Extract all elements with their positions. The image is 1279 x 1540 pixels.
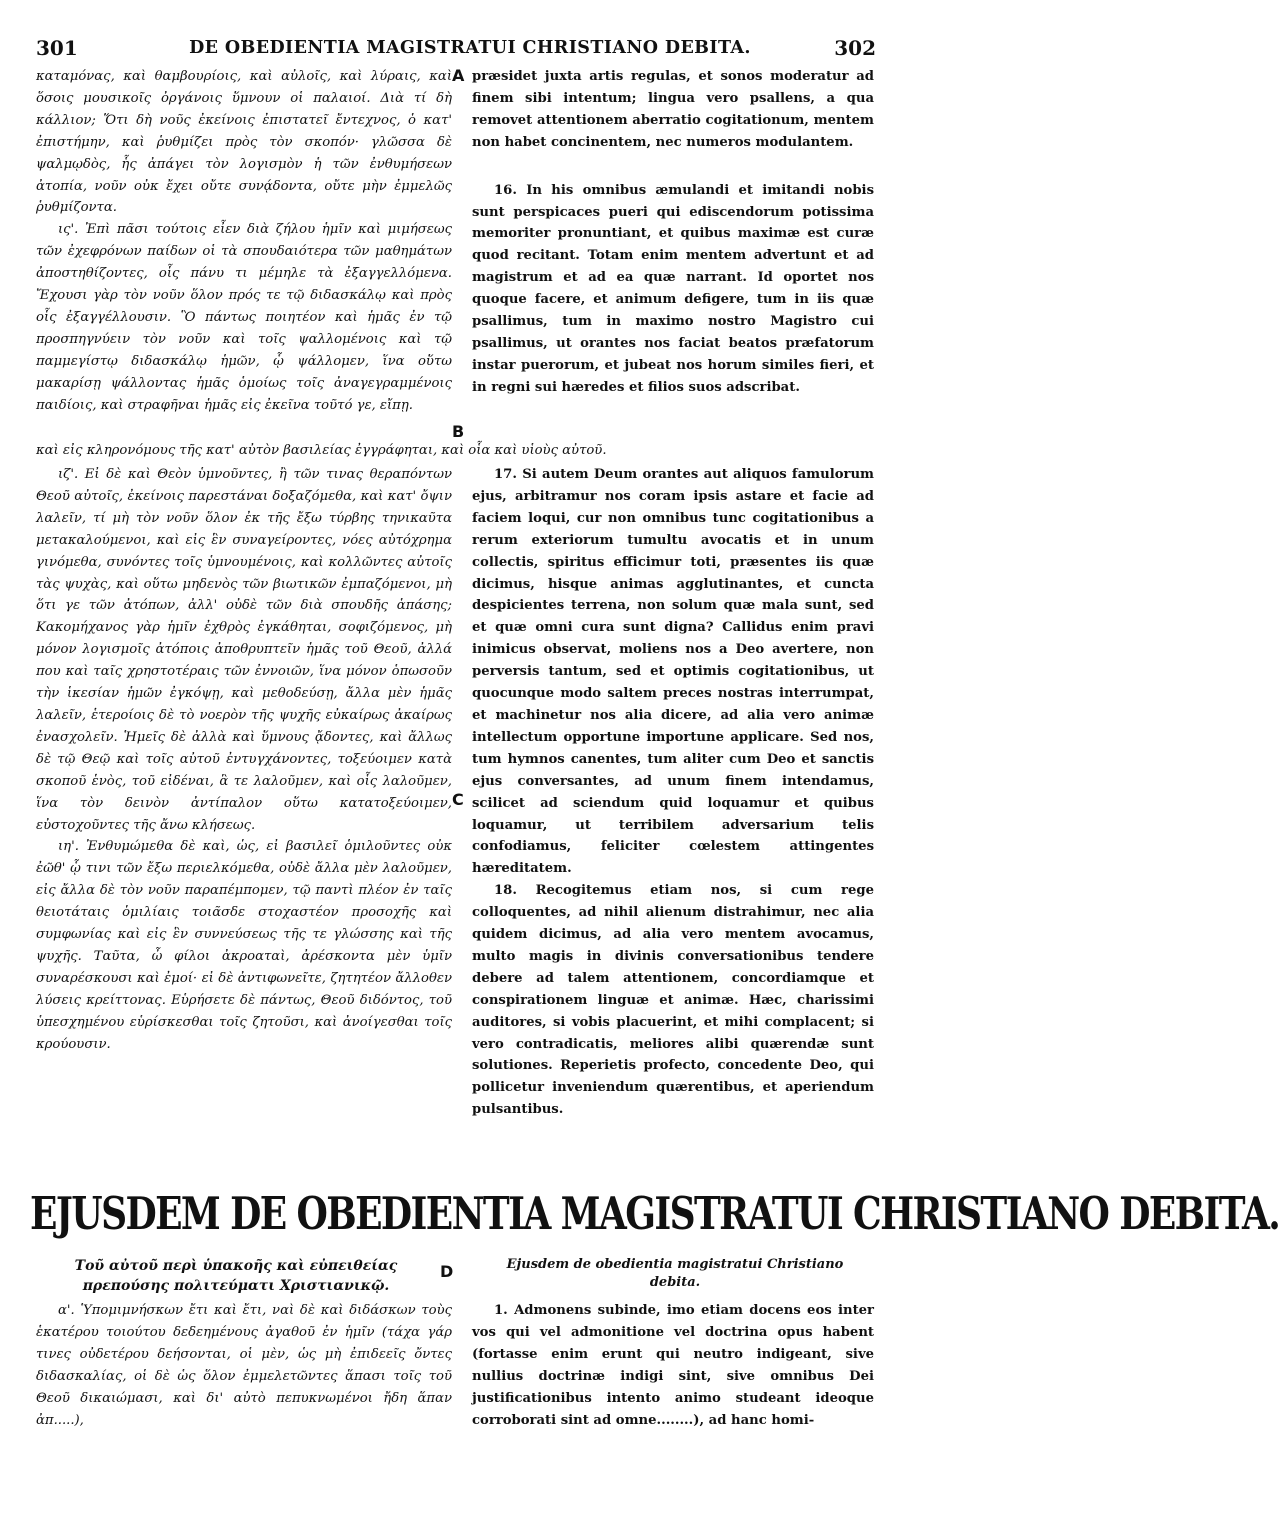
greek-paragraph: ις'. Ἐπὶ πᾶσι τούτοις εἶεν διὰ ζήλου ἡμῖν καὶ μιμήσεως τῶν ἐχεφρόνων παίδων οἱ τὰ σπουδαιότερα τῶν μαθημάτων ἀποστηθίζοντες, οἷς πάνυ τι μέμηλε τὰ ἐξαγγελλόμενα. Ἔχουσι γὰρ τὸν νοῦν ὅλον πρός τε τῷ διδασκάλῳ καὶ πρὸς οἷς ἐξαγγέλλουσιν. Ὃ πάντως ποιητέον καὶ ἡμᾶς ἐν τῷ προσπηγνύειν τὸν νοῦν καὶ τοῖς ψαλλομένοις καὶ τῷ παμμεγίστῳ διδασκάλῳ ἡμῶν, ᾧ ψάλλομεν, ἵνα οὕτω μακαρίσῃ ψάλλοντας ἡμᾶς ὁμοίως τοῖς ἀναγεγραμμένοις παιδίοις, καὶ στραφῆναι ἡμᾶς εἰς ἐκεῖνα τοῦτό γε, εἴπῃ. — [36, 222, 452, 413]
latin-column-bottom — [472, 1300, 874, 1500]
latin-paragraph: 18. Recogitemus etiam nos, si cum rege colloquentes, ad nihil alienum distrahimur, nec alia quidem dicimus, ad alia vero mentem avocamus, multo magis in divinis conversationibus tendere debere ad talem attentionem, concordiamque et conspirationem linguæ et animæ. Hæc, charissimi auditores, si vobis placuerint, et mihi complacent; si vero contradicatis, meliores alibi quærendæ sunt solutiones. Reperietis profecto, concedente Deo, qui pollicetur inveniendum quærentibus, et aperiendum pulsantibus. — [472, 883, 874, 1118]
latin-paragraph: præsidet juxta artis regulas, et sonos moderatur ad finem sibi intentum; lingua vero psallens, a qua removet attentionem aberratio cogitationum, mentem non habet concinentem, nec numeros modulantem. — [472, 69, 874, 150]
greek-column-middle — [36, 464, 452, 1164]
latin-subtitle: Ejusdem de obedientia magistratui Christiano debita. — [506, 1257, 844, 1290]
greek-column-bottom — [36, 1300, 452, 1500]
greek-paragraph: ιη'. Ἐνθυμώμεθα δὲ καὶ, ὡς, εἰ βασιλεῖ ὁμιλοῦντες οὐκ ἐῶθ' ᾧ τινι τῶν ἔξω περιελκόμεθα, οὐδὲ ἄλλα μὲν λαλοῦμεν, εἰς ἄλλα δὲ τὸν νοῦν παραπέμπομεν, τῷ παντὶ πλέον ἐν ταῖς θειοτάταις ὁμιλίαις τοιᾶσδε στοχαστέον προσοχῆς καὶ συμφωνίας καὶ εἰς ἓν συννεύσεως τῆς τε γλώσσης καὶ τῆς ψυχῆς. Ταῦτα, ὦ φίλοι ἀκροαταὶ, ἀρέσκοντα μὲν ὑμῖν συναρέσκουσι καὶ ἐμοί· εἰ δὲ ἀντιφωνεῖτε, ζητητέον ἄλλοθεν λύσεις κρείττονας. Εὑρήσετε δὲ πάντως, Θεοῦ διδόντος, τοῦ ὑπεσχημένου εὑρίσκεσθαι τοῖς ζητοῦσι, καὶ ἀνοίγεσθαι τοῖς κρούουσιν. — [36, 839, 452, 1052]
greek-spanning-line: καὶ εἰς κληρονόμους τῆς κατ' αὐτὸν βασιλείας ἐγγράφηται, καὶ οἷα καὶ υἱοὺς αὐτοῦ. — [36, 443, 607, 458]
margin-letter-d: D — [440, 1262, 454, 1281]
latin-paragraph: 16. In his omnibus æmulandi et imitandi nobis sunt perspicaces pueri qui ediscendorum potissima memoriter pronuntiant, et quibus maximæ est curæ quod recitant. Totam enim mentem advertunt et ad magistrum et ad ea quæ narrant. Id oportet nos quoque facere, et animum defigere, tum in iis quæ psallimus, tum in maximo nostro Magistro cui psallimus, ut orantes nos faciat beatos præfatorum instar puerorum, et jubeat nos horum similes fieri, et in regni sui hæredes et filios suos adscribat. — [472, 182, 874, 395]
section-title: EJUSDEM DE OBEDIENTIA MAGISTRATUI CHRISTIANO DEBITA. — [30, 1187, 1279, 1241]
margin-letter-a: A — [452, 66, 465, 85]
running-header — [30, 32, 880, 62]
running-title: DE OBEDIENTIA MAGISTRATUI CHRISTIANO DEBITA. — [189, 38, 751, 58]
greek-subtitle: Τοῦ αὐτοῦ περὶ ὑπακοῆς καὶ εὐπειθείας πρεπούσης πολιτεύματι Χριστιανικῷ. — [74, 1258, 398, 1294]
latin-column-top — [472, 66, 874, 438]
page-number-left: 301 — [36, 36, 78, 60]
page-number-right: 302 — [834, 36, 876, 60]
margin-letter-b: B — [452, 422, 465, 441]
latin-paragraph: 17. Si autem Deum orantes aut aliquos famulorum ejus, arbitramur nos coram ipsis astare et facie ad faciem loqui, cur non omnibus tunc cogitationibus a rerum exteriorum tumultu avocatis et in unum collectis, spiritus efficimur toti, præsentes iis quæ dicimus, hisque animas agglutinantes, et cuncta despicientes terrena, non solum quæ mala sunt, sed et quæ omni cura sunt digna? Callidus enim pravi inimicus observat, moliens nos a Deo avertere, non perversis tantum, sed et optimis cogitationibus, ut quocunque modo saltem preces nostras interrumpat, et machinetur nos alia dicere, ad alia vero animæ intellectum opportune importune applicare. Sed nos, tum hymnos canentes, tum aliter cum Deo et sanctis ejus conversantes, ad unum finem intendamus, scilicet ad sciendum quid loquamur et quibus loquamur, ut terribilem adversarium telis confodiamus, feliciter cœlestem attingentes hæreditatem. — [472, 467, 874, 877]
margin-letter-c: C — [452, 790, 464, 809]
latin-paragraph: 1. Admonens subinde, imo etiam docens eos inter vos qui vel admonitione vel doctrina opus habent (fortasse enim erunt qui neutro indigeant, sive nullius doctrinæ indigi sint, sive omnibus Dei justificationibus intento animo studeant ideoque corroborati sint ad omne........), ad hanc homi- — [472, 1303, 874, 1428]
greek-column-top — [36, 66, 452, 438]
greek-paragraph: α'. Ὑπομιμνήσκων ἔτι καὶ ἔτι, ναὶ δὲ καὶ διδάσκων τοὺς ἑκατέρου τοιούτου δεδεημένους ἀγαθοῦ ἐν ἡμῖν (τάχα γάρ τινες οὐδετέρου δεήσονται, οἱ μὲν, ὡς μὴ ἐπιδεεῖς ὄντες διδασκαλίας, οἱ δὲ ὡς ὅλον ἐμμελετῶντες ἅπασι τοῖς τοῦ Θεοῦ δικαιώμασι, καὶ δι' αὐτὸ πεπυκνωμένοι ἤδη ἅπαν ἀπ.....), — [36, 1303, 452, 1428]
greek-paragraph: καταμόνας, καὶ θαμβουρίοις, καὶ αὐλοῖς, καὶ λύραις, καὶ ὅσοις μουσικοῖς ὀργάνοις ὕμνουν οἱ παλαιοί. Διὰ τί δὴ κάλλιον; Ὅτι δὴ νοῦς ἐκείνοις ἐπιστατεῖ ἔντεχνος, ὁ κατ' ἐπιστήμην, καὶ ῥυθμίζει πρὸς τὸν σκοπόν· γλῶσσα δὲ ψαλμῳδὸς, ἧς ἀπάγει τὸν λογισμὸν ἡ τῶν ἐνθυμήσεων ἀτοπία, νοῦν οὐκ ἔχει οὔτε συνᾴδοντα, οὔτε μὴν ἐμμελῶς ῥυθμίζοντα. — [36, 69, 452, 216]
latin-column-middle — [472, 464, 874, 1164]
greek-paragraph: ιζ'. Εἰ δὲ καὶ Θεὸν ὑμνοῦντες, ἢ τῶν τινας θεραπόντων Θεοῦ αὐτοῖς, ἐκείνοις παρεστάναι δοξαζόμεθα, καὶ κατ' ὄψιν λαλεῖν, τί μὴ τὸν νοῦν ὅλον ἐκ τῆς ἔξω τύρβης τηνικαῦτα μετακαλούμενοι, καὶ εἰς ἓν συναγείροντες, νόες αὐτόχρημα γινόμεθα, συνόντες τοῖς ὑμνουμένοις, καὶ κολλῶντες αὐτοῖς τὰς ψυχὰς, καὶ οὕτω μηδενὸς τῶν βιωτικῶν ἐμπαζόμενοι, μὴ ὅτι γε τῶν ἀτόπων, ἀλλ' οὐδὲ τῶν διὰ σπουδῆς ἁπάσης; Κακομήχανος γὰρ ἡμῖν ἐχθρὸς ἐγκάθηται, σοφιζόμενος, μὴ μόνον λογισμοῖς ἀτόποις ἀποθρυπτεῖν ἡμᾶς τοῦ Θεοῦ, ἀλλά που καὶ ταῖς χρηστοτέραις τῶν ἐννοιῶν, ἵνα μόνον ὁπωσοῦν τὴν ἱκεσίαν ἡμῶν ἐγκόψῃ, καὶ μεθοδεύσῃ, ἄλλα μὲν ἡμᾶς λαλεῖν, ἑτεροίοις δὲ τὸ νοερὸν τῆς ψυχῆς εὐκαίρως ἀκαίρως ἐνασχολεῖν. Ἡμεῖς δὲ ἀλλὰ καὶ ὕμνους ᾄδοντες, καὶ ἄλλως δὲ τῷ Θεῷ καὶ τοῖς αὐτοῦ ἐντυγχάνοντες, τοξεύοιμεν κατὰ σκοποῦ ἑνὸς, τοῦ εἰδέναι, ἃ τε λαλοῦμεν, καὶ οἷς λαλοῦμεν, ἵνα τὸν δεινὸν ἀντίπαλον οὕτω κατατοξεύοιμεν, εὐστοχοῦντες τῆς ἄνω κλήσεως. — [36, 467, 452, 833]
